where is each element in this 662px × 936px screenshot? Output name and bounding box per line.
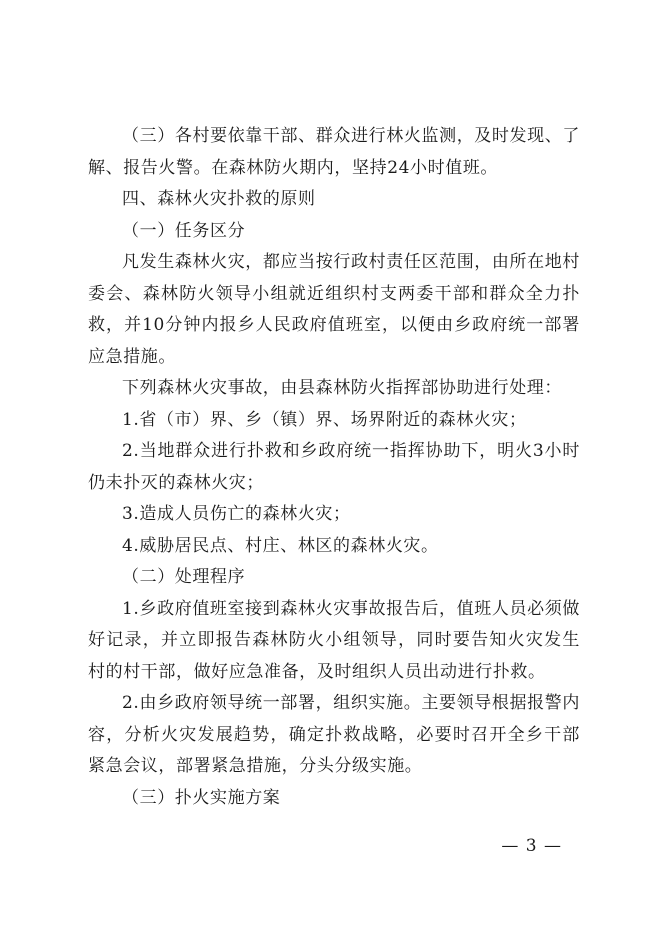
procedure-step-1: 1.乡政府值班室接到森林火灾事故报告后，值班人员必须做好记录，并立即报告森林防火小组领导，同时要告知火灾发生村的村干部，做好应急准备，及时组织人员出动进行扑救。 (88, 598, 580, 682)
list-item-1: 1.省（市）界、乡（镇）界、场界附近的森林火灾； (122, 409, 527, 430)
paragraph-fire-response: 凡发生森林火灾，都应当按行政村责任区范围，由所在地村委会、森林防火领导小组就近组织村支两委干部和群众全力扑救，并10分钟内报乡人民政府值班室，以便由乡政府统一部署应急措施。 (88, 252, 580, 367)
list-item-2: 2.当地群众进行扑救和乡政府统一指挥协助下，明火3小时仍未扑灭的森林火灾； (88, 441, 580, 493)
heading-procedure: （二）处理程序 (122, 567, 246, 587)
paragraph-county-assist-intro: 下列森林火灾事故，由县森林防火指挥部协助进行处理： (122, 378, 562, 398)
heading-implementation-plan: （三）扑火实施方案 (122, 787, 281, 808)
document-body (88, 121, 580, 814)
procedure-step-2: 2.由乡政府领导统一部署，组织实施。主要领导根据报警内容，分析火灾发展趋势，确定扑救战略，必要时召开全乡干部紧急会议，部署紧急措施，分头分级实施。 (88, 693, 580, 776)
paragraph-village-monitoring: （三）各村要依靠干部、群众进行林火监测，及时发现、了解、报告火警。在森林防火期内，坚持24小时值班。 (88, 126, 580, 178)
heading-task-division: （一）任务区分 (122, 220, 246, 241)
page-number: — 3 — (501, 836, 562, 856)
list-item-4: 4.威胁居民点、村庄、林区的森林火灾。 (122, 535, 439, 556)
list-item-3: 3.造成人员伤亡的森林火灾； (122, 504, 351, 524)
heading-section-four: 四、森林火灾扑救的原则 (122, 189, 316, 209)
